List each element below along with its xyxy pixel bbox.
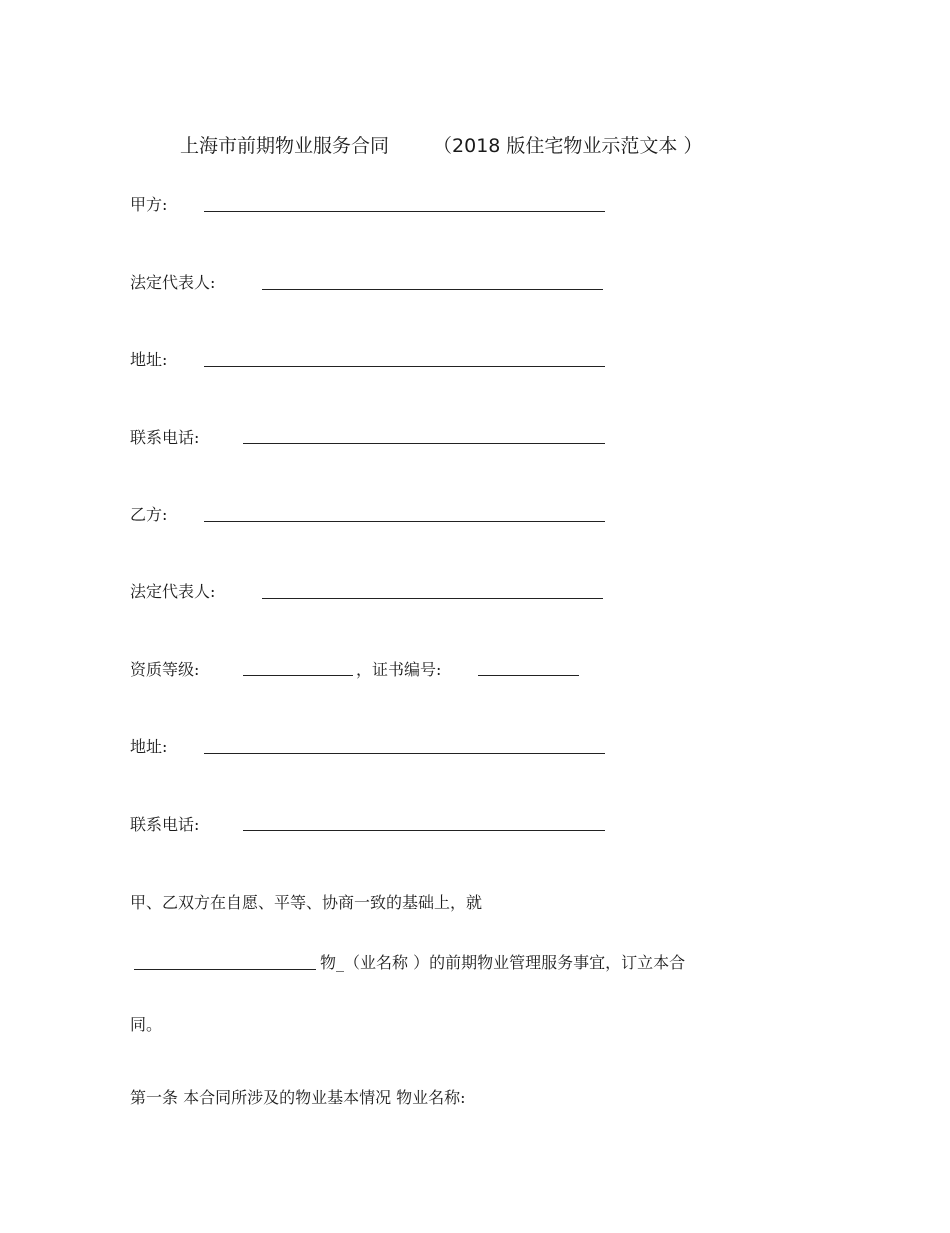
intro-end: 同。 [130, 1015, 163, 1034]
intro-continuation: 物_（业名称 ）的前期物业管理服务事宜，订立本合 [320, 953, 686, 972]
legal-rep-b-blank[interactable] [262, 598, 603, 599]
document-title [180, 131, 702, 158]
address-b-label: 地址: [130, 737, 168, 756]
qualification-label: 资质等级: [130, 660, 200, 679]
property-name-blank[interactable] [134, 969, 316, 970]
phone-b-label: 联系电话: [130, 815, 200, 834]
phone-b-blank[interactable] [243, 830, 605, 831]
party-b-label: 乙方: [130, 505, 168, 524]
legal-rep-a-label: 法定代表人: [130, 273, 216, 292]
address-a-blank[interactable] [204, 366, 605, 367]
address-a-label: 地址: [130, 350, 168, 369]
party-a-label: 甲方: [130, 195, 168, 214]
intro-paragraph: 甲、乙双方在自愿、平等、协商一致的基础上，就 [130, 893, 483, 912]
certificate-label: ，证书编号: [356, 660, 442, 679]
phone-a-label: 联系电话: [130, 428, 200, 447]
article-1-heading: 第一条 本合同所涉及的物业基本情况 物业名称: [130, 1088, 466, 1107]
title-main: 上海市前期物业服务合同 [180, 135, 390, 157]
legal-rep-b-label: 法定代表人: [130, 582, 216, 601]
certificate-blank[interactable] [478, 675, 579, 676]
legal-rep-a-blank[interactable] [262, 289, 603, 290]
phone-a-blank[interactable] [243, 443, 605, 444]
title-subtitle: （2018 版住宅物业示范文本 ） [433, 135, 703, 157]
party-b-blank[interactable] [204, 521, 605, 522]
qualification-blank[interactable] [243, 675, 353, 676]
address-b-blank[interactable] [204, 753, 605, 754]
party-a-blank[interactable] [204, 211, 605, 212]
